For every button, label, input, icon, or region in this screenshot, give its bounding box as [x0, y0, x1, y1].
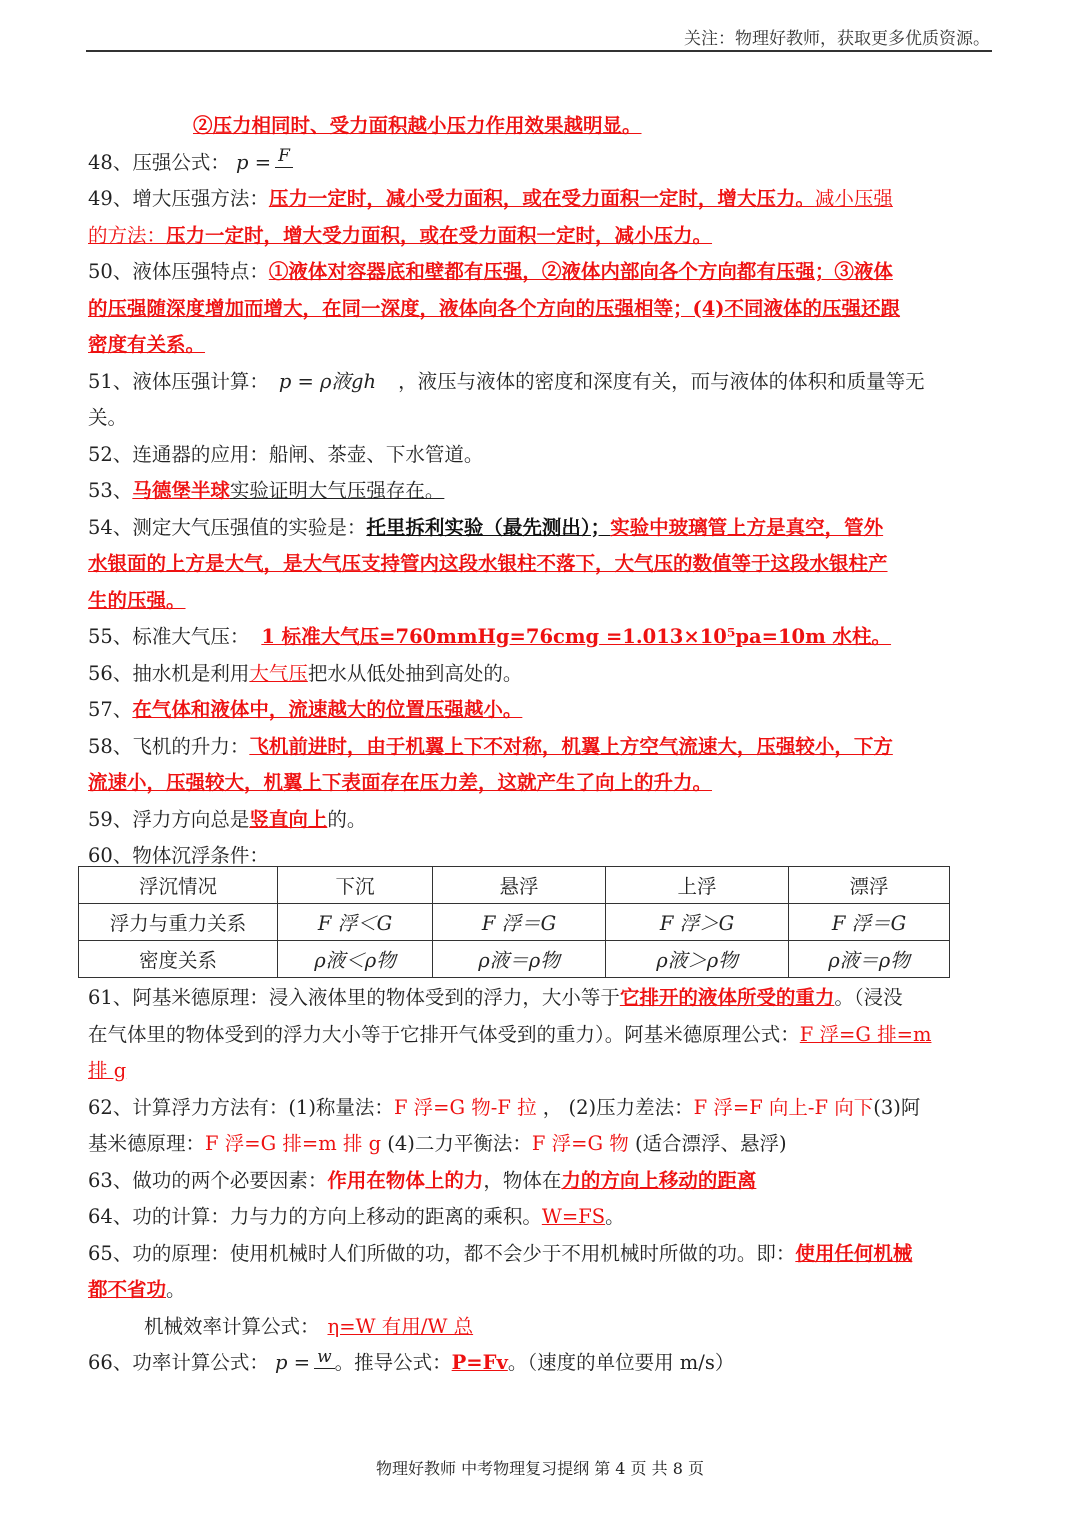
item-53-number: 53、: [88, 479, 133, 502]
item-49-text: 49、增大压强方法：: [88, 187, 269, 210]
line-65b: [88, 1272, 994, 1309]
item-62-text-2: 基米德原理：: [88, 1132, 206, 1155]
item-50-text: 50、液体压强特点：: [88, 260, 269, 283]
lift-explanation: 飞机前进时，由于机翼上下不对称，机翼上方空气流速大，压强较小，下方: [249, 734, 893, 758]
line-51b: [88, 400, 994, 437]
item-55-text: 55、标准大气压：: [88, 625, 250, 648]
floating-conditions-table: [78, 866, 950, 978]
torricelli-detail-2: 水银面的上方是大气，是大气压支持管内这段水银柱不落下，大气压的数值等于这段水银柱产: [88, 552, 888, 575]
torricelli-experiment: 托里拆利实验（最先测出）；: [366, 515, 611, 539]
line-63: [88, 1163, 994, 1200]
line-65: [88, 1236, 994, 1273]
item-56-end: 把水从低处抽到高处的。: [307, 661, 523, 685]
line-52: [88, 437, 994, 474]
item-66-text: 66、功率计算公式：: [88, 1351, 269, 1374]
line-49: [88, 181, 994, 218]
liquid-pressure-formula: p = ρ液gh: [278, 369, 377, 393]
item-63-text: 63、做功的两个必要因素：: [88, 1168, 328, 1192]
item-51-text: 51、液体压强计算：: [88, 369, 269, 393]
item-64-end: 。: [605, 1205, 625, 1228]
item-52-text: 52、连通器的应用：船闸、茶壶、下水管道。: [88, 442, 484, 466]
table-cell: F 浮＜G: [278, 904, 433, 941]
standard-atmosphere-value: 1 标准大气压=760mmHg=76cmg =1.013×10⁵pa=10m 水柱。: [261, 625, 892, 648]
magdeburg-hemispheres: 马德堡半球: [132, 479, 230, 502]
item-48-text: 48、压强公式：: [88, 150, 230, 174]
table-row: [79, 904, 950, 941]
work-formula: W=FS: [541, 1205, 606, 1228]
item-60-text: 60、物体沉浮条件：: [88, 844, 269, 867]
table-header-row: [79, 867, 950, 904]
liquid-pressure-features: ①液体对容器底和壁都有压强，②液体内部向各个方向都有压强；③液体: [268, 260, 893, 283]
line-50b: [88, 291, 994, 328]
item-61-text: 61、阿基米德原理：浸入液体里的物体受到的浮力，大小等于: [88, 986, 620, 1009]
atmospheric-pressure-term: 大气压: [249, 661, 308, 685]
line-54c: [88, 583, 994, 620]
item-63-mid: ，物体在: [483, 1168, 562, 1192]
item-56-text: 56、抽水机是利用: [88, 661, 250, 685]
page-header: [86, 18, 992, 52]
line-55: [88, 619, 994, 656]
item-57-number: 57、: [88, 698, 133, 721]
table-cell: 下沉: [278, 867, 433, 904]
archimedes-principle: 它排开的液体所受的重力: [619, 986, 835, 1009]
line-efficiency: [88, 1309, 994, 1346]
table-cell: 密度关系: [79, 941, 278, 978]
item-62-note: (适合漂浮、悬浮): [628, 1132, 787, 1155]
weighing-method-formula: F 浮=G 物-F 拉: [393, 1095, 537, 1119]
power-formula-fraction: [314, 1346, 335, 1379]
table-cell: F 浮＝G: [433, 904, 606, 941]
table-cell: 上浮: [606, 867, 789, 904]
item-51-explanation: ，液压与液体的密度和深度有关，而与液体的体积和质量等无: [398, 369, 925, 393]
liquid-pressure-features-3: 密度有关系。: [88, 333, 206, 356]
line-64: [88, 1199, 994, 1236]
pressure-effect-note: ②压力相同时、受力面积越小压力作用效果越明显。: [193, 114, 642, 137]
archimedes-formula-2: 排 g: [88, 1059, 127, 1082]
item-59-end: 的。: [327, 807, 367, 831]
line-61b: [88, 1017, 994, 1054]
work-principle: 使用任何机械: [795, 1241, 913, 1265]
table-row: [79, 941, 950, 978]
line-48: [88, 145, 994, 182]
header-note: 关注：物理好教师，获取更多优质资源。: [684, 29, 990, 49]
line-58b: [88, 765, 994, 802]
liquid-pressure-features-2: 的压强随深度增加而增大，在同一深度，液体向各个方向的压强相等；(4)不同液体的压强还跟: [88, 296, 901, 320]
line-50: [88, 254, 994, 291]
pressure-formula-fraction: [275, 148, 293, 178]
bernoulli-principle: 在气体和液体中，流速越大的位置压强越小。: [132, 698, 523, 721]
archimedes-formula: F 浮=G 排=m: [799, 1022, 932, 1046]
line-58: [88, 729, 994, 766]
balance-method-formula: F 浮=G 物: [531, 1132, 629, 1155]
item-66-mid: 。推导公式：: [334, 1351, 452, 1374]
item-66-end: 。（速度的单位要用 m/s）: [507, 1351, 735, 1374]
line-62: [88, 1090, 994, 1127]
table-cell: F 浮＞G: [606, 904, 789, 941]
item-62-mid: ， (2)压力差法：: [536, 1095, 694, 1119]
decrease-pressure-label: 减小压强: [814, 187, 893, 210]
power-derived-formula: P=Fv: [451, 1351, 508, 1374]
item-51-end: 关。: [88, 406, 128, 429]
page-footer: 物理好教师 中考物理复习提纲 第 4 页 共 8 页: [376, 1459, 704, 1478]
buoyancy-direction: 竖直向上: [249, 807, 328, 831]
item-62-mid-2: (4)二力平衡法：: [381, 1132, 532, 1155]
table-cell: 浮沉情况: [79, 867, 278, 904]
table-cell: ρ液＜ρ物: [278, 941, 433, 978]
table-cell: F 浮＝G: [789, 904, 950, 941]
line-54b: [88, 546, 994, 583]
decrease-pressure-method: 压力一定时，增大受力面积，或在受力面积一定时，减小压力。: [166, 223, 713, 247]
line-62b: [88, 1126, 994, 1163]
table-cell: ρ液＝ρ物: [433, 941, 606, 978]
line-53: [88, 473, 994, 510]
item-58-text: 58、飞机的升力：: [88, 734, 250, 758]
table-cell: ρ液＝ρ物: [789, 941, 950, 978]
item-54-text: 54、测定大气压强值的实验是：: [88, 515, 367, 539]
archimedes-method-formula: F 浮=G 排=m 排 g: [205, 1132, 382, 1155]
table-cell: 浮力与重力关系: [79, 904, 278, 941]
line-51: [88, 364, 994, 401]
line-61c: [88, 1053, 994, 1090]
item-61-text-2: 在气体里的物体受到的浮力大小等于它排开气体受到的重力）。阿基米德原理公式：: [88, 1022, 800, 1046]
decrease-pressure-label-2: 的方法：: [88, 223, 167, 247]
torricelli-detail: 实验中玻璃管上方是真空，管外: [610, 515, 884, 539]
table-cell: ρ液＞ρ物: [606, 941, 789, 978]
work-factor-force: 作用在物体上的力: [327, 1168, 484, 1192]
line-54: [88, 510, 994, 547]
line-59: [88, 802, 994, 839]
line-56: [88, 656, 994, 693]
line-66: [88, 1345, 994, 1382]
efficiency-text: 机械效率计算公式：: [144, 1314, 320, 1338]
document-body: [88, 108, 994, 875]
document-body-2: [88, 980, 994, 1382]
line-49b: [88, 218, 994, 255]
table-cell: 漂浮: [789, 867, 950, 904]
item-62-end: (3)阿: [873, 1095, 921, 1119]
line-61: [88, 980, 994, 1017]
line-50c: [88, 327, 994, 364]
item-64-text: 64、功的计算：力与力的方向上移动的距离的乘积。: [88, 1205, 542, 1228]
item-62-text: 62、计算浮力方法有：(1)称量法：: [88, 1095, 394, 1119]
torricelli-detail-3: 生的压强。: [88, 588, 186, 612]
pressure-difference-formula: F 浮=F 向上-F 向下: [693, 1095, 874, 1119]
item-53-text: 实验证明大气压强存在。: [229, 479, 445, 502]
power-formula-numerator: w: [317, 1346, 332, 1367]
item-65-text: 65、功的原理：使用机械时人们所做的功，都不会少于不用机械时所做的功。即：: [88, 1241, 796, 1265]
line-57: [88, 692, 994, 729]
line-intro: [88, 108, 994, 145]
item-61-end: 。（浸没: [834, 986, 903, 1009]
item-65-end: 。: [166, 1278, 186, 1301]
increase-pressure-method: 压力一定时，减小受力面积，或在受力面积一定时，增大压力。: [268, 187, 815, 210]
work-principle-2: 都不省功: [88, 1278, 167, 1301]
lift-explanation-2: 流速小，压强较大，机翼上下表面存在压力差，这就产生了向上的升力。: [88, 771, 713, 794]
power-formula-lhs: p =: [275, 1351, 311, 1374]
efficiency-formula: η=W 有用/W 总: [327, 1314, 474, 1338]
item-59-text: 59、浮力方向总是: [88, 807, 250, 831]
table-cell: 悬浮: [433, 867, 606, 904]
pressure-formula-numerator: F: [278, 146, 290, 166]
pressure-formula-lhs: p =: [236, 150, 272, 174]
work-factor-distance: 力的方向上移动的距离: [561, 1168, 757, 1192]
